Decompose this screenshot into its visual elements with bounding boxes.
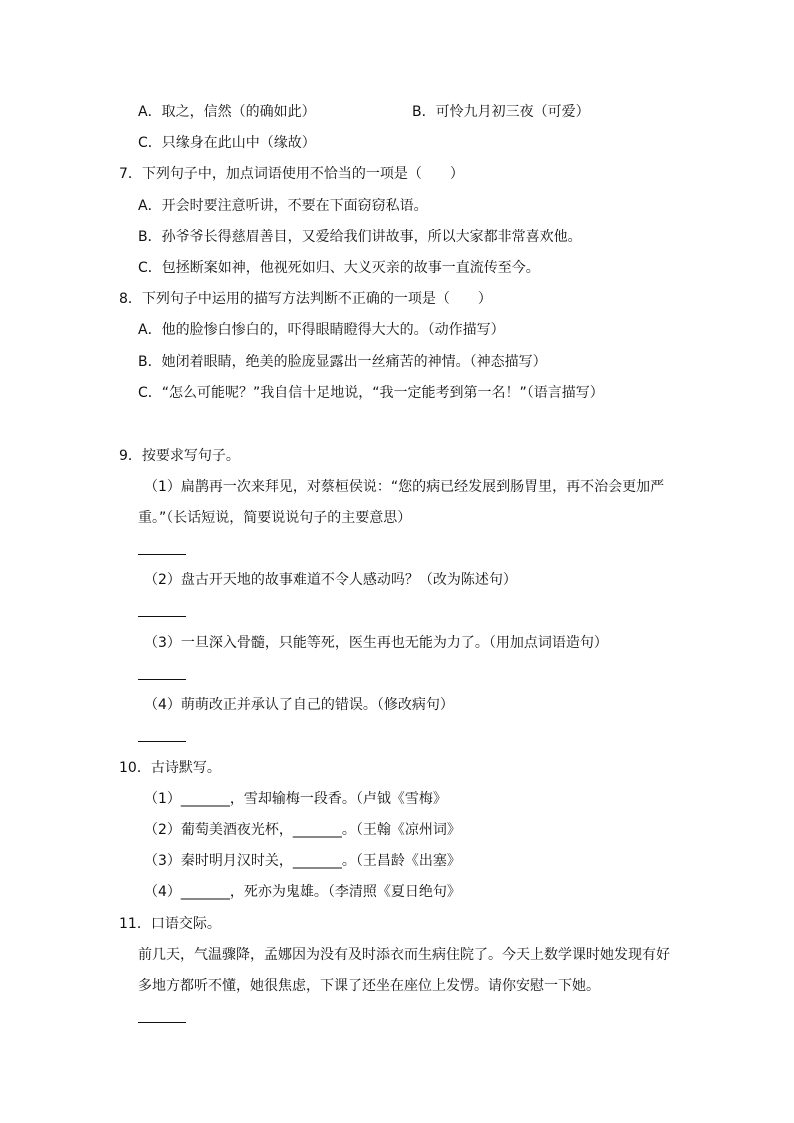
q10-item2: （2）葡萄美酒夜光杯，_______。（王翰《凉州词》	[144, 822, 461, 838]
answer-blank[interactable]	[138, 616, 186, 617]
q7-option-a: A．开会时要注意听讲，不要在下面窃窃私语。	[138, 198, 428, 214]
q7-option-c: C．包拯断案如神，他视死如归、大义灭亲的故事一直流传至今。	[138, 260, 540, 276]
q11-line1: 前几天，气温骤降，孟娜因为没有及时添衣而生病住院了。今天上数学课时她发现有好	[138, 947, 670, 963]
q6-option-b: B．可怜九月初三夜（可爱）	[412, 104, 590, 120]
q8-option-a: A．他的脸惨白惨白的，吓得眼睛瞪得大大的。（动作描写）	[138, 322, 505, 338]
q10-stem: 10．古诗默写。	[119, 760, 221, 776]
q8-stem: 8．下列句子中运用的描写方法判断不正确的一项是（ ）	[119, 291, 492, 307]
q10-item1: （1）_______，雪却输梅一段香。（卢钺《雪梅》	[144, 791, 447, 807]
q9-item3: （3）一旦深入骨髓，只能等死，医生再也无能为力了。（用加点词语造句）	[144, 635, 608, 651]
q7-stem: 7．下列句子中，加点词语使用不恰当的一项是（ ）	[119, 166, 464, 182]
q11-line2: 多地方都听不懂，她很焦虑，下课了还坐在座位上发愣。请你安慰一下她。	[138, 978, 600, 994]
q9-stem: 9．按要求写句子。	[119, 448, 240, 464]
answer-blank[interactable]	[138, 554, 186, 555]
q8-option-b: B．她闭着眼睛，绝美的脸庞显露出一丝痛苦的神情。（神态描写）	[138, 354, 547, 370]
q6-option-a: A．取之，信然（的确如此）	[138, 104, 316, 120]
q7-option-b: B．孙爷爷长得慈眉善目，又爱给我们讲故事，所以大家都非常喜欢他。	[138, 229, 582, 245]
answer-blank[interactable]	[138, 679, 186, 680]
answer-blank[interactable]	[138, 741, 186, 742]
q9-item4: （4）萌萌改正并承认了自己的错误。（修改病句）	[144, 697, 454, 713]
answer-blank[interactable]	[138, 1022, 186, 1023]
q9-item1-line2: 重。”（长话短说，简要说说句子的主要意思）	[138, 510, 412, 526]
q9-item1-line1: （1）扁鹊再一次来拜见，对蔡桓侯说：“您的病已经发展到肠胃里，再不治会更加严	[144, 479, 665, 495]
q6-option-c: C．只缘身在此山中（缘故）	[138, 135, 316, 151]
q9-item2: （2）盘古开天地的故事难道不令人感动吗？（改为陈述句）	[144, 572, 517, 588]
q11-stem: 11．口语交际。	[119, 916, 221, 932]
q8-option-c: C．“怎么可能呢？”我自信十足地说，“我一定能考到第一名！”（语言描写）	[138, 385, 604, 401]
q10-item4: （4）_______，死亦为鬼雄。（李清照《夏日绝句》	[144, 884, 461, 900]
q10-item3: （3）秦时明月汉时关，_______。（王昌龄《出塞》	[144, 853, 461, 869]
